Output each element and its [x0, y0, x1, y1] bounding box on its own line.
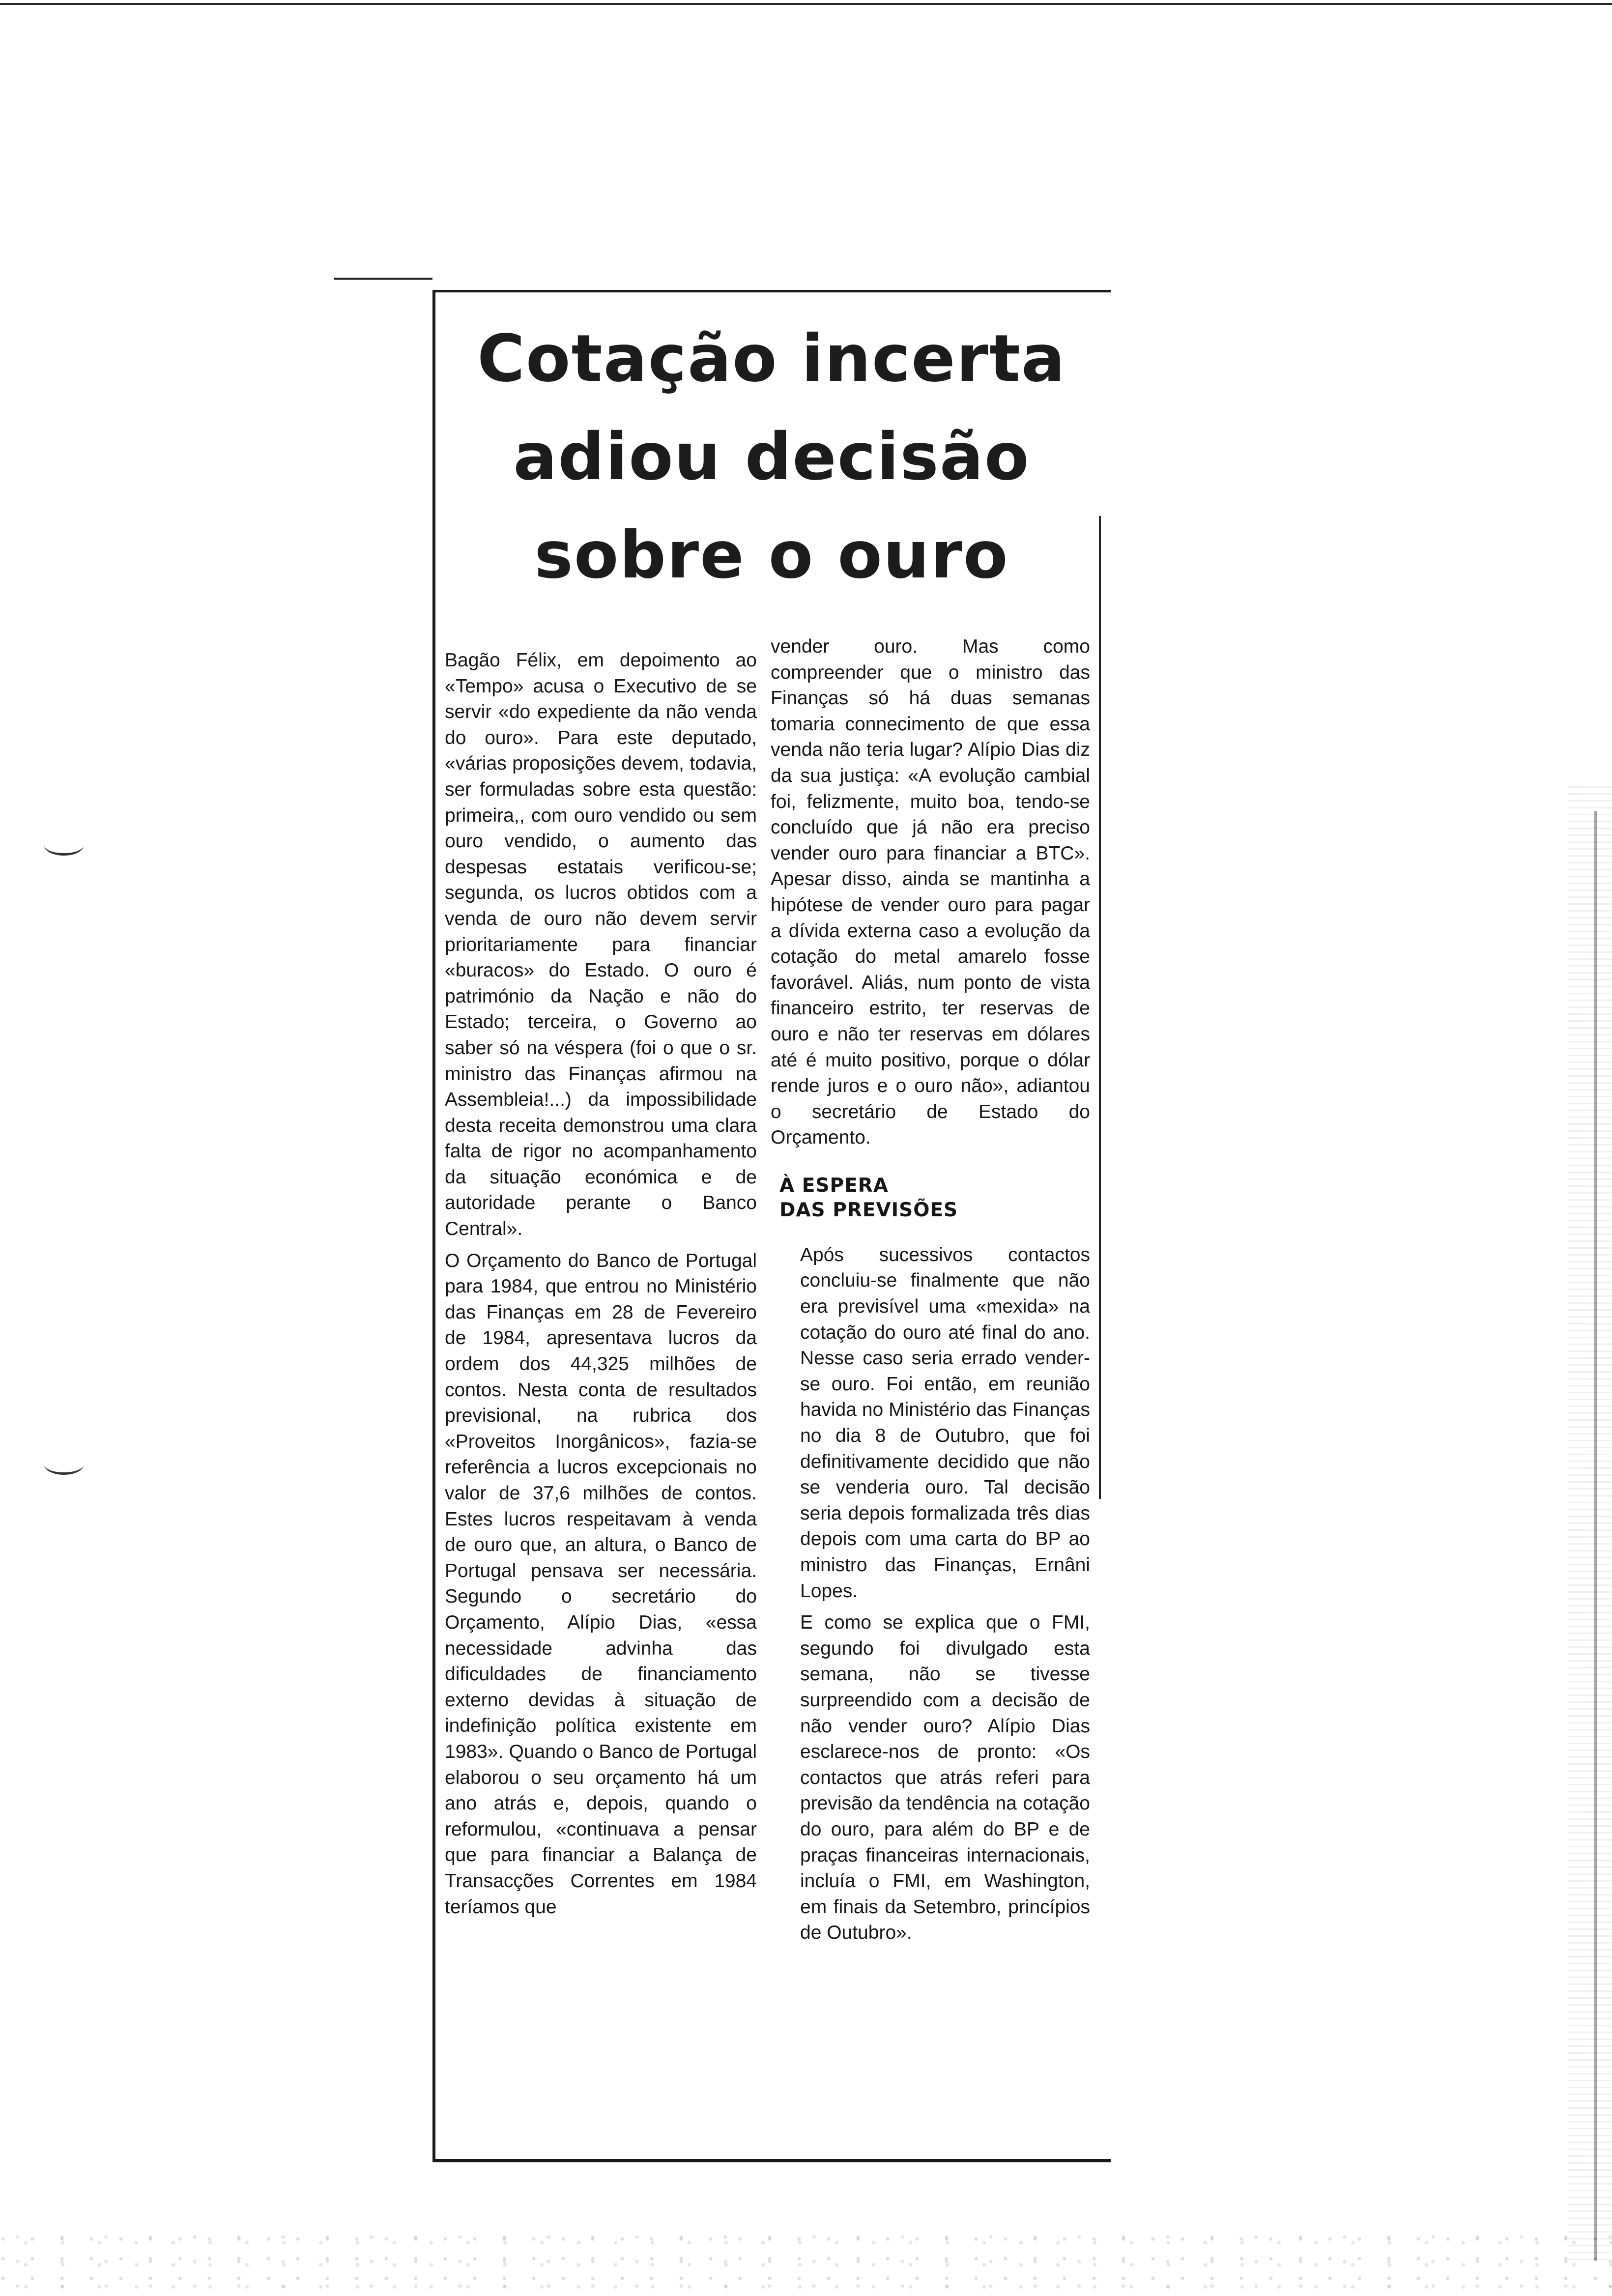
article-column-1 [445, 648, 757, 1920]
paragraph: Bagão Félix, em depoimento ao «Tempo» acusa o Executivo de se servir «do expediente da não venda do ouro». Para este deputado, «várias proposições devem, todavia, ser formuladas sobre esta questão: primeira,, com ouro vendido ou sem ouro vendido, o aumento das despesas estatais verificou-se; segunda, os lucros obtidos com a venda de ouro não devem servir prioritariamente para financiar «buracos» do Estado. O ouro é património da Nação e não do Estado; terceira, o Governo ao saber só na véspera (foi o que o sr. ministro das Finanças afirmou na Assembleia!...) da impossibilidade desta receita demonstrou uma clara falta de rigor no acompanhamento da situação económica e de autoridade perante o Banco Central». [445, 650, 757, 1240]
paragraph: Após sucessivos contactos concluiu-se finalmente que não era previsível uma «mexida» na cotação do ouro até final do ano. Nesse caso seria errado vender-se ouro. Foi então, em reunião havida no Ministério das Finanças no dia 8 de Outubro, que foi definitivamente decidido que não se venderia ouro. Tal decisão seria depois formalizada três dias depois com uma carta do BP ao ministro das Finanças, Ernâni Lopes. [800, 1244, 1090, 1602]
section-body [771, 1242, 1090, 1946]
section-subheading [779, 1174, 1090, 1223]
article-headline [442, 310, 1101, 604]
subheading-line: DAS PREVISÕES [779, 1199, 958, 1221]
subheading-line: À ESPERA [779, 1174, 889, 1197]
clipping-right-rule [1099, 516, 1101, 1499]
clipping-top-rule [334, 278, 432, 280]
article-column-2 [771, 634, 1090, 1946]
paragraph: O Orçamento do Banco de Portugal para 1984, que entrou no Ministério das Finanças em 28 de Fevereiro de 1984, apresentava lucros da ordem dos 44,325 milhões de contos. Nesta conta de resultados previsional, na rubrica dos «Proveitos Inorgânicos», fazia-se referência a lucros excepcionais no valor de 37,6 milhões de contos. Estes lucros respeitavam à venda de ouro que, an altura, o Banco de Portugal pensava ser necessária. Segundo o secretário do Orçamento, Alípio Dias, «essa necessidade advinha das dificuldades de financiamento externo devidas à situação de indefinição política existente em 1983». Quando o Banco de Portugal elaborou o seu orçamento há um ano atrás e, depois, quando o reformulou, «continuava a pensar que para financiar a Balança de Transacções Correntes em 1984 teríamos que [445, 1250, 757, 1918]
paragraph: E como se explica que o FMI, segundo foi divulgado esta semana, não se tivesse surpreendido com a decisão de não vender ouro? Alípio Dias esclarece-nos de pronto: «Os contactos que atrás referi para previsão da tendência na cotação do ouro, para além do BP e de praças financeiras internacionais, incluía o FMI, em Washington, em finais da Setembro, princípios de Outubro». [800, 1612, 1090, 1944]
headline-line: adiou decisão [513, 419, 1030, 495]
scan-bottom-noise [0, 2227, 1612, 2296]
scan-edge-noise [1568, 786, 1612, 2261]
punch-hole-mark [44, 835, 84, 856]
paragraph: vender ouro. Mas como compreender que o ministro das Finanças só há duas semanas tomaria connecimento de que essa venda não teria lugar? Alípio Dias diz da sua justiça: «A evolução cambial foi, felizmente, muito boa, tendo-se concluído que já não era preciso vender ouro para financiar a BTC». Apesar disso, ainda se mantinha a hipótese de vender ouro para pagar a dívida externa caso a evolução da cotação do metal amarelo fosse favorável. Aliás, num ponto de vista financeiro estrito, ter reservas de ouro e não ter reservas em dólares até é muito positivo, porque o dólar rende juros e o ouro não», adiantou o secretário de Estado do Orçamento. [771, 636, 1090, 1148]
scan-border-line [0, 3, 1612, 5]
scan-edge-line [1594, 811, 1597, 2261]
headline-line: sobre o ouro [534, 517, 1009, 593]
headline-line: Cotação incerta [477, 321, 1066, 397]
punch-hole-mark [44, 1455, 84, 1475]
